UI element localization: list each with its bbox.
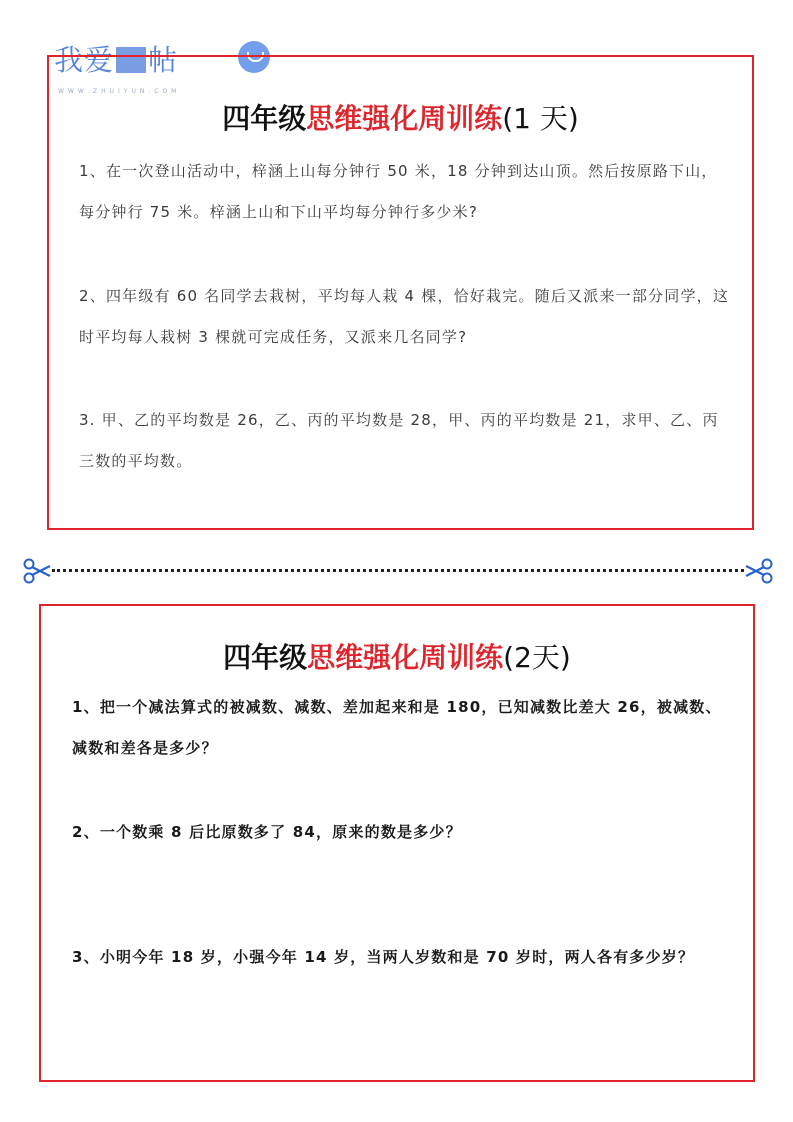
card-title	[49, 97, 752, 137]
question-1: 1、把一个减法算式的被减数、减数、差加起来和是 180，已知减数比差大 26，被减数、减数和差各是多少？	[72, 698, 722, 757]
dotted-cut-line	[52, 569, 744, 572]
question-2: 2、一个数乘 8 后比原数多了 84，原来的数是多少？	[72, 823, 462, 841]
title-topic: 思维强化周训练	[306, 102, 503, 135]
cut-line	[22, 556, 774, 586]
title-day: (1 天)	[502, 102, 579, 135]
question-2: 2、四年级有 60 名同学去栽树，平均每人栽 4 棵，恰好栽完。随后又派来一部分同学，这时平均每人栽树 3 棵就可完成任务，又派来几名同学?	[79, 287, 730, 346]
watermark-brand: 我爱 帖	[54, 43, 179, 77]
title-topic: 思维强化周训练	[307, 641, 504, 674]
question-3: 3. 甲、乙的平均数是 26，乙、丙的平均数是 28，甲、丙的平均数是 21，求甲、乙、丙三数的平均数。	[79, 411, 719, 470]
training-card-day-1	[47, 55, 754, 530]
card-title	[41, 636, 753, 676]
title-grade: 四年级	[222, 102, 307, 135]
question-3: 3、小明今年 18 岁，小强今年 14 岁，当两人岁数和是 70 岁时，两人各有多少岁？	[72, 948, 695, 966]
title-day: (2天)	[503, 641, 571, 674]
question-1: 1、在一次登山活动中，梓涵上山每分钟行 50 米，18 分钟到达山顶。然后按原路下山，每分钟行 75 米。梓涵上山和下山平均每分钟行多少米?	[79, 162, 718, 221]
training-card-day-2	[39, 604, 755, 1082]
title-grade: 四年级	[223, 641, 308, 674]
scissors-icon	[744, 556, 774, 586]
scissors-icon	[22, 556, 52, 586]
watermark-url: WWW.ZHUIYUN.COM	[58, 88, 181, 95]
